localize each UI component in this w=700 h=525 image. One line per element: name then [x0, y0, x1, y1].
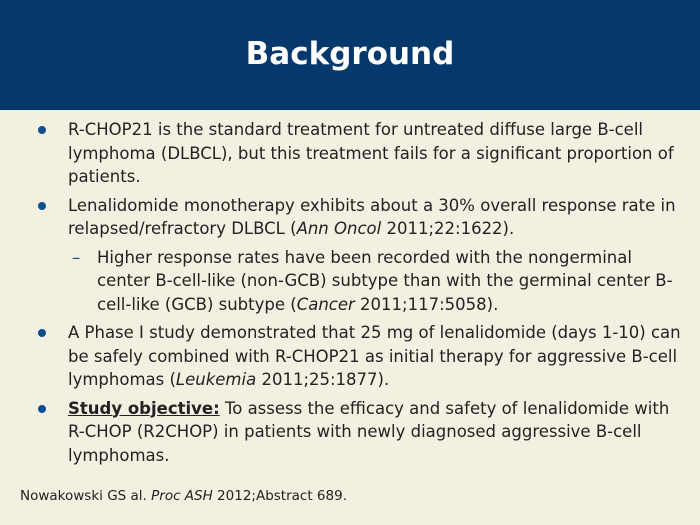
citation-journal: Cancer	[296, 294, 355, 314]
citation-details: 2011;25:1877).	[256, 370, 390, 389]
bullet-phase-one-study	[0, 321, 700, 392]
slide-header	[0, 0, 700, 110]
citation-details: 2011;117:5058).	[354, 294, 499, 314]
bullet-lenalidomide-monotherapy	[0, 194, 700, 241]
bullet-text: R-CHOP21 is the standard treatment for untreated diffuse large B-cell lymphoma (DLBCL), but this treatment fails for a significant proportion of patients.	[68, 120, 674, 186]
bullet-rchop21	[0, 118, 700, 189]
bullet-dot-icon	[38, 202, 46, 210]
bullet-dot-icon	[38, 329, 46, 337]
sub-bullet-text: Higher response rates have been recorded with the nongerminal center B-cell-like (non-GCB) subtype than with the germinal center B-cell-like (GCB) subtype (	[97, 247, 673, 314]
footer-authors: Nowakowski GS al.	[20, 488, 152, 504]
sub-bullet-response-rates	[0, 246, 700, 317]
bullet-text: To assess the efficacy and safety of lenalidomide with R-CHOP (R2CHOP) in patients with newly diagnosed aggressive B-cell lymphomas.	[68, 398, 670, 465]
bullet-dot-icon	[38, 405, 46, 413]
bullet-study-objective	[0, 397, 700, 468]
citation-journal: Leukemia	[175, 370, 257, 389]
reference-footer	[20, 488, 347, 504]
slide-content	[0, 118, 700, 472]
bullet-text: Lenalidomide monotherapy exhibits about a 30% overall response rate in relapsed/refractory DLBCL (	[68, 195, 676, 238]
footer-journal: Proc ASH	[151, 488, 213, 504]
bullet-dot-icon	[38, 126, 46, 134]
slide-title: Background	[245, 36, 455, 72]
bullet-text: A Phase I study demonstrated that 25 mg of lenalidomide (days 1-10) can be safely combined with R-CHOP21 as initial therapy for aggressive B-cell lymphomas (	[68, 323, 681, 389]
footer-details: 2012;Abstract 689.	[212, 488, 347, 504]
study-objective-label: Study objective:	[68, 398, 220, 418]
citation-details: 2011;22:1622).	[381, 219, 515, 238]
dash-icon: –	[72, 247, 81, 267]
citation-journal: Ann Oncol	[296, 219, 382, 238]
